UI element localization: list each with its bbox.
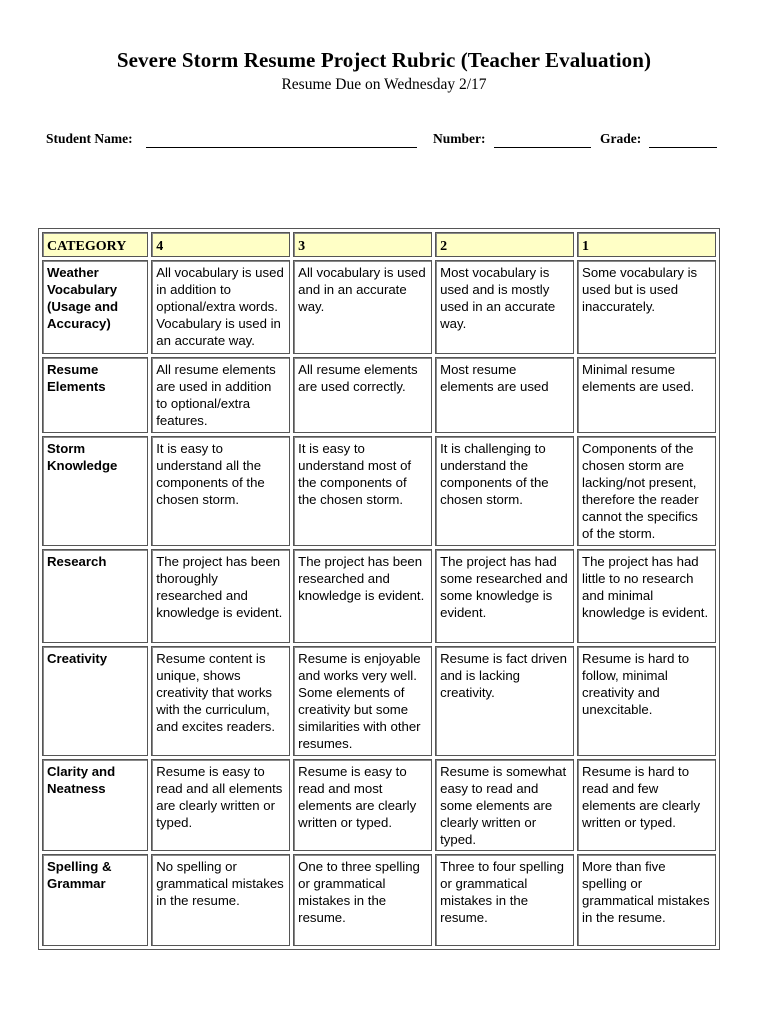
number-blank[interactable] <box>494 147 591 148</box>
row-cell: It is easy to understand all the components of the chosen storm. <box>151 436 290 546</box>
row-category: Resume Elements <box>42 357 148 433</box>
row-cell: Resume is easy to read and most elements are clearly written or typed. <box>293 759 432 851</box>
row-cell: Some vocabulary is used but is used inaccurately. <box>577 260 716 354</box>
row-cell: All resume elements are used in addition to optional/extra features. <box>151 357 290 433</box>
row-category: Clarity and Neatness <box>42 759 148 851</box>
row-cell: One to three spelling or grammatical mistakes in the resume. <box>293 854 432 946</box>
header-score-1: 1 <box>577 232 716 257</box>
table-row <box>42 854 716 946</box>
row-category: Research <box>42 549 148 643</box>
document-title: Severe Storm Resume Project Rubric (Teacher Evaluation) <box>116 48 652 72</box>
student-name-label: Student Name: <box>46 131 133 146</box>
table-row <box>42 759 716 851</box>
row-cell: Resume content is unique, shows creativity that works with the curriculum, and excites readers. <box>151 646 290 756</box>
student-name-blank[interactable] <box>146 147 417 148</box>
row-cell: Three to four spelling or grammatical mistakes in the resume. <box>435 854 574 946</box>
row-cell: Resume is somewhat easy to read and some elements are clearly written or typed. <box>435 759 574 851</box>
row-cell: Resume is enjoyable and works very well. Some elements of creativity but some similarities with other resumes. <box>293 646 432 756</box>
row-category: Spelling & Grammar <box>42 854 148 946</box>
rubric-table <box>38 228 720 950</box>
row-cell: It is challenging to understand the components of the chosen storm. <box>435 436 574 546</box>
table-header-row <box>42 232 716 257</box>
header-category: CATEGORY <box>42 232 148 257</box>
number-label: Number: <box>433 131 486 146</box>
row-cell: Most resume elements are used <box>435 357 574 433</box>
table-row <box>42 436 716 546</box>
row-cell: It is easy to understand most of the components of the chosen storm. <box>293 436 432 546</box>
row-cell: The project has been researched and knowledge is evident. <box>293 549 432 643</box>
row-cell: Resume is easy to read and all elements are clearly written or typed. <box>151 759 290 851</box>
table-row <box>42 357 716 433</box>
row-cell: The project has had some researched and some knowledge is evident. <box>435 549 574 643</box>
row-cell: Resume is hard to follow, minimal creativity and unexcitable. <box>577 646 716 756</box>
grade-label: Grade: <box>600 131 642 146</box>
row-cell: Resume is hard to read and few elements are clearly written or typed. <box>577 759 716 851</box>
grade-blank[interactable] <box>649 147 717 148</box>
table-row <box>42 260 716 354</box>
due-date-subtitle: Resume Due on Wednesday 2/17 <box>281 76 487 93</box>
row-category: Weather Vocabulary (Usage and Accuracy) <box>42 260 148 354</box>
student-info-line <box>46 131 726 151</box>
row-cell: All resume elements are used correctly. <box>293 357 432 433</box>
row-cell: The project has been thoroughly researched and knowledge is evident. <box>151 549 290 643</box>
row-category: Creativity <box>42 646 148 756</box>
row-cell: Minimal resume elements are used. <box>577 357 716 433</box>
header-score-3: 3 <box>293 232 432 257</box>
table-row <box>42 549 716 643</box>
row-category: Storm Knowledge <box>42 436 148 546</box>
row-cell: All vocabulary is used and in an accurate way. <box>293 260 432 354</box>
row-cell: More than five spelling or grammatical mistakes in the resume. <box>577 854 716 946</box>
table-row <box>42 646 716 756</box>
row-cell: No spelling or grammatical mistakes in the resume. <box>151 854 290 946</box>
row-cell: Most vocabulary is used and is mostly used in an accurate way. <box>435 260 574 354</box>
row-cell: The project has had little to no research and minimal knowledge is evident. <box>577 549 716 643</box>
header-score-2: 2 <box>435 232 574 257</box>
row-cell: Resume is fact driven and is lacking creativity. <box>435 646 574 756</box>
row-cell: Components of the chosen storm are lacking/not present, therefore the reader cannot the specifics of the storm. <box>577 436 716 546</box>
header-score-4: 4 <box>151 232 290 257</box>
row-cell: All vocabulary is used in addition to optional/extra words. Vocabulary is used in an accurate way. <box>151 260 290 354</box>
